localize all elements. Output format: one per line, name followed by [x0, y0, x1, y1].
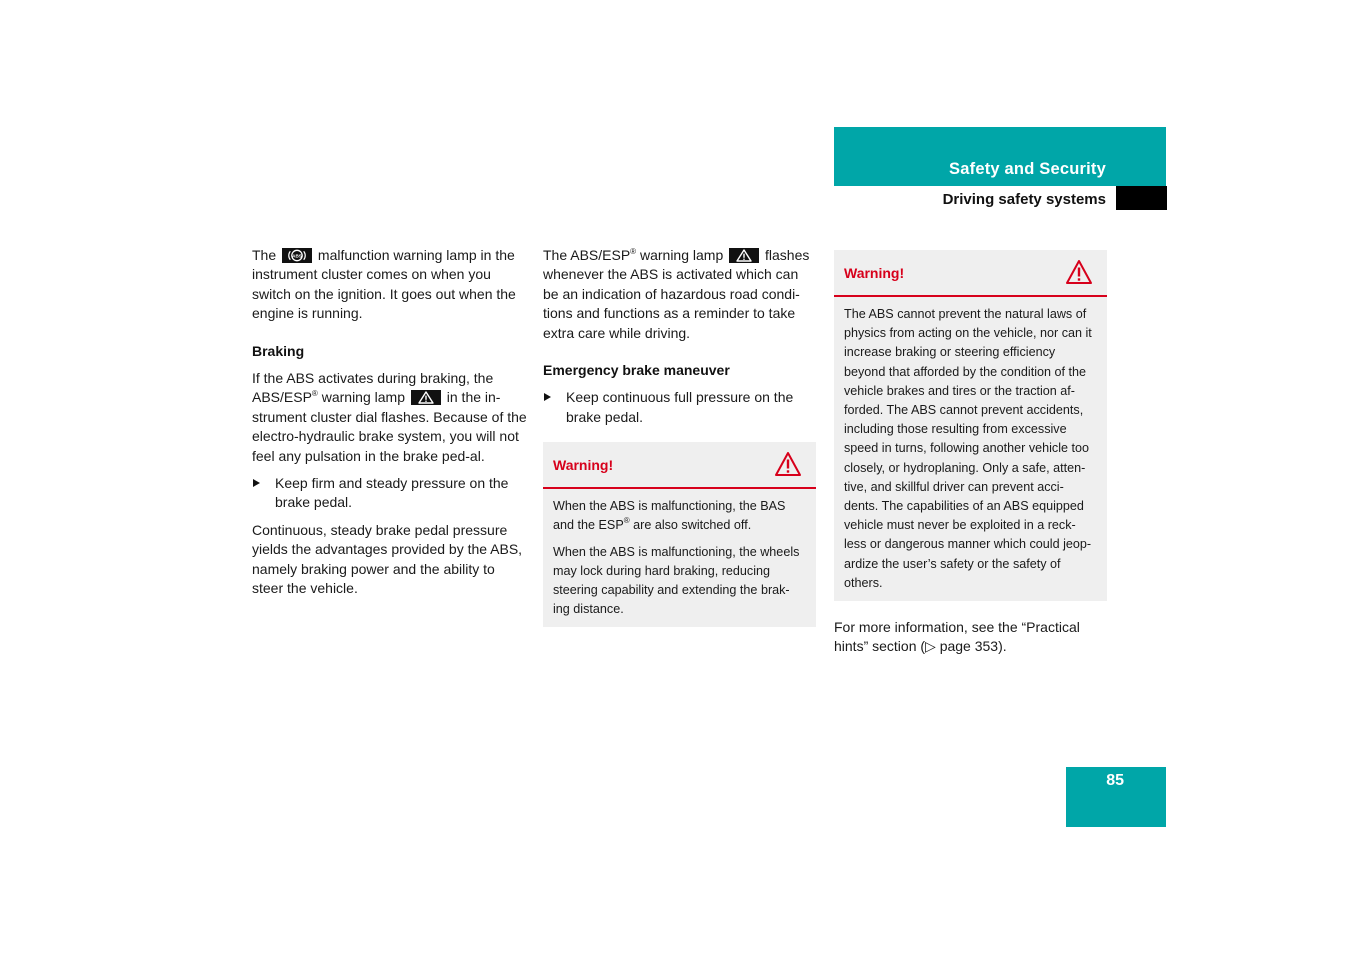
column-1	[252, 246, 527, 599]
heading-braking: Braking	[252, 342, 305, 359]
paragraph-abs-lamp: The ABS malfunction warning lamp in the instrument cluster comes on when you switch on the ignition. It goes out when the engine is running.	[252, 247, 516, 322]
warning-label: Warning!	[844, 265, 905, 281]
header-marker-block	[1116, 186, 1167, 210]
abs-warning-lamp-icon	[282, 248, 312, 263]
heading-emergency-brake: Emergency brake maneuver	[543, 362, 730, 379]
paragraph-esp-lamp: The ABS/ESP® warning lamp flashes whenever the ABS is activated which can be an indication of hazardous road condi-tions and functions as a reminder to take extra care while driving.	[543, 247, 810, 341]
page-number: 85	[1106, 772, 1124, 789]
warning-body	[834, 297, 1107, 601]
warning-paragraph: When the ABS is malfunctioning, the wheels may lock during hard braking, reducing steering capability and extending the brak-ing distance.	[553, 544, 800, 617]
paragraph-braking: If the ABS activates during braking, the ABS/ESP® warning lamp in the in-strument cluster dial flashes. Because of the electro-hydraulic brake system, you will not feel any pulsation in the brake ped-al.	[252, 370, 527, 464]
warning-paragraph: When the ABS is malfunctioning, the BAS and the ESP® are also switched off.	[553, 499, 786, 533]
warning-triangle-icon	[774, 451, 802, 477]
column-2	[543, 246, 816, 627]
list-item: Keep continuous full pressure on the brake pedal.	[543, 388, 816, 427]
warning-triangle-icon	[411, 390, 441, 405]
section-title: Safety and Security	[949, 160, 1106, 178]
warning-triangle-icon	[729, 248, 759, 263]
warning-triangle-icon	[1065, 259, 1093, 285]
bullet-triangle-icon	[544, 393, 551, 401]
warning-box-abs-limits	[834, 250, 1107, 601]
warning-header	[543, 442, 816, 489]
warning-body	[543, 489, 816, 627]
svg-text:ABS: ABS	[292, 253, 302, 259]
list-item: Keep firm and steady pressure on the brake pedal.	[252, 474, 527, 513]
warning-box-abs-malfunction	[543, 442, 816, 627]
more-info-reference: For more information, see the “Practical hints” section (▷ page 353).	[834, 619, 1080, 655]
warning-header	[834, 250, 1107, 297]
paragraph-continuous-pressure: Continuous, steady brake pedal pressure yields the advantages provided by the ABS, namely braking power and the ability to steer the vehicle.	[252, 521, 523, 597]
warning-paragraph: The ABS cannot prevent the natural laws of physics from acting on the vehicle, nor can it increase braking or steering efficiency beyond that afforded by the condition of the vehicle brakes and tires or the traction af-forded. The ABS cannot prevent accidents, including those resulting from excessive speed in turns, following another vehicle too closely, or hydroplaning. Only a safe, atten-tive, and skillful driver can prevent acci-dents. The capabilities of an ABS equipped vehicle must never be exploited in a reck-less or dangerous manner which could jeop-ardize the user’s safety or the safety of others.	[844, 307, 1092, 590]
bullet-triangle-icon	[253, 479, 260, 487]
subsection-title: Driving safety systems	[942, 191, 1106, 208]
column-3	[834, 250, 1107, 657]
warning-label: Warning!	[553, 457, 614, 474]
